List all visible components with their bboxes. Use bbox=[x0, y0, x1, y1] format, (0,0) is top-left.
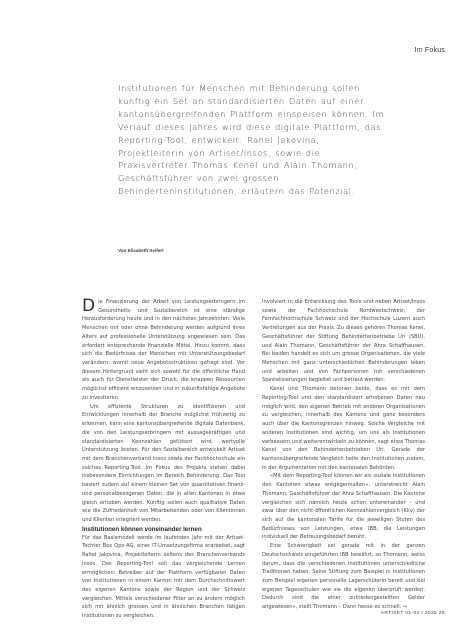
article-column-right bbox=[262, 298, 425, 612]
page-footer: ARTISET 01-02 I 2025 25 bbox=[380, 611, 445, 616]
article-subheading: Institutionen können voneinander lernen bbox=[82, 525, 202, 533]
paragraph-text: ie Finanzierung der Arbeit von Leistungserbringern im Gesundheits- und Sozialbereich ist eine ständige Herausforderung heute und in den nächsten Jahrzehnten. Viele Menschen mit oder ohne Behinderung werden aufgrund ihres Alters auf professionelle Unterstützung angewiesen sein. Das erfordert entsprechende finanzielle Mittel. Hinzu kommt, dass sich die Bedürfnisse der Menschen mit Unterstützungsbedarf verändern, womit neue Angebotsstrukturen gefragt sind. Vor diesem Hintergrund sieht sich sowohl für die öffentliche Hand als auch für Dienstleister der Druck, die knappen Ressourcen möglichst effizient einzusetzen und in zukunftsfähige Angebote zu investieren. bbox=[82, 299, 245, 401]
article-paragraph bbox=[262, 542, 425, 612]
section-label: Im Fokus bbox=[414, 47, 445, 54]
drop-cap: D bbox=[82, 296, 96, 316]
article-lead: Institutionen für Menschen mit Behinderung sollen künftig ein Set an standardisierten Daten auf einer kantonsübergreifenden Plattform einspeisen können. Im Verlauf dieses Jahres wird diese digitale Plattform, das Reporting-Tool, entwickelt: Rahel Jakovina, Projektleiterin von Artiset/Insos, sowie die Praxisvertreter Thomas Kenel und Alain Thomann, Geschäftsführer von zwei grossen Behinderteninstitutionen, erläutern das Potenzial. bbox=[118, 83, 385, 197]
article-column-left bbox=[82, 298, 245, 621]
article-paragraph: Kenel und Thomann betonen beide, dass es mit dem Reporting-Tool und den standardisiert erhobenen Daten neu möglich wird, den eigenen Betrieb mit anderen Organisationen zu vergleichen, innerhalb des Kantons und ganz besonders auch über die Kantonsgrenzen hinweg. Solche Vergleiche mit anderen Institutionen sind wichtig, um uns als Institutionen verbessern und weiterentwickeln zu können, sagt etwa Thomas Kenel von den Behindertenbetrieben Uri. Gerade der kantonsübergreifende Vergleich helfe den Institutionen zudem, in der Argumentation mit den kantonalen Behörden. bbox=[262, 386, 425, 471]
paragraph-text: Eine Schwierigkeit sei gerade mit in der ganzen Deutschschweiz eingeführten IBB bewährt, so Thomann, weiss darum, dass die verschiedenen Institutionen unterschiedliche Traditionen haben. Seine Stiftung zum Beispiel in Institutionen zum Beispiel eigenen personelle Lagerschülerin bereit und bei eigenen Tagesschulen wie sie die eigenen überprüft werden. Dadurch sind die einer zufriedengesteltten Gelder angewiesen», stellt Thomann – Dann hesse es schnell. bbox=[262, 543, 425, 611]
author-byline: Von Elisabeth Seifert bbox=[118, 248, 164, 253]
article-paragraph: Um effiziente Strukturen zu identifizieren und Entwicklungen innerhalb der Branche möglichst frühzeitig zu erkennen, kann eine kantonsübergreifende digitale Datenbank, die von den Leistungserbringern mit aussagekräftigen und standardisierten Kennzahlen gefüttert wird, wertvolle Unterstützung leisten. Für den Sozialbereich entwickelt Artiset mit dem Branchenverband Insos sowie der Fachhochschule ein solches Reporting-Tool. Im Fokus des Projekts stehen dabei insbesondere Einrichtungen im Bereich Behinderung. Das Tool basiert zudem auf einem kleinen Set von quantitativen finanz- und personalbezogenen Daten, die in allen Kantonen in etwa gleich erhoben werden. Künftig sollen auch qualitative Daten wie die Zufriedenheit von Mitarbeitenden oder von Klientinnen und Klienten integriert werden. bbox=[82, 403, 245, 523]
article-paragraph bbox=[82, 298, 245, 403]
article-paragraph: Für das Basismodell werde im laufenden Jahr mit der Artiset-Tochter Bex Qps AG, einer IT-Umsetzungsfirma erarbeitet, sagt Rahel Jakovina, Projektleiterin seitens des Branchenverbands Insos. Das Reporting-Tool soll das vergleichende Lernen ermöglichen: Betreiber auf der Plattform verfügbaren Daten von Institutionen in einem Kanton mit dem Durchschnittswert des eigenen Kantons sowie der Region und der Schweiz vergleichen. Mittels verschiedener Filter an zu ändern möglich sich mit ähnlich grossen und in ähnlichen Branchen tätigen Institutionen zu vergleichen. bbox=[82, 534, 245, 620]
article-paragraph: Involviert in die Entwicklung des Tools und neben Artiset/Insos sowie der Fachhochschule Nordwestschweiz, der Fernfachhochschule Schweiz und der Hochschule Luzern auch Vertretungen aus der Praxis. Zu diesen gehören Thomas Kenel, Geschäftsführer der Stiftung Behindertenbetriebe Uri (SBU), und Alain Thomann, Geschäftsführer der Ahra Schaffhausen. Bei beiden handelt es sich um grosse Organisationen, die viele Menschen mit ganz unterschiedlichen Behinderungen leben und arbeiten und von Fachpersonen mit verschiedenen Spezialisierungen begleitet und betreut werden. bbox=[262, 299, 425, 384]
continue-arrow-icon: → bbox=[402, 604, 408, 611]
article-paragraph: «Mit dem Reporting-Tool können wir als soziale Institutionen den Kantonen etwas entgegenhalten», unterstreicht Alain Thomann, Geschäftsführer der Ahra Schaffhausen. Die Kantone vergleichen sich nämlich heute schon untereinander – und zwar über den nicht-öffentlichen Kennzahlenvergleich (Kkv) der sich auf die kantonalen Tarife für die jeweiligen Stufen des Bedürfnisses von Leistungen, etwa IBB, die Leistungen individuell der Betreuungsbedarf beruht. bbox=[262, 473, 425, 541]
